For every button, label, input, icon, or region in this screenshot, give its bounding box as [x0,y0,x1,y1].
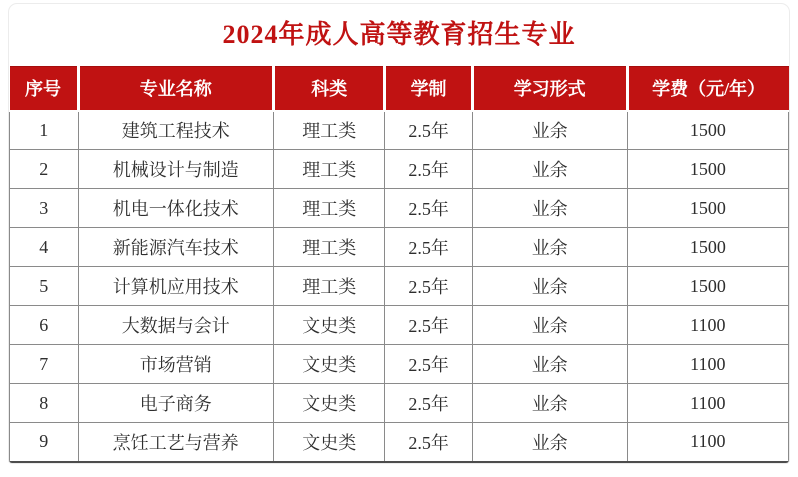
cell-index: 7 [10,345,79,384]
cell-study-mode: 业余 [472,111,627,150]
cell-major-name: 建筑工程技术 [78,111,274,150]
cell-tuition: 1100 [627,306,788,345]
cell-duration: 2.5年 [385,228,472,267]
cell-category: 理工类 [274,150,385,189]
cell-study-mode: 业余 [472,306,627,345]
col-header-duration: 学制 [385,67,472,111]
cell-category: 理工类 [274,228,385,267]
cell-study-mode: 业余 [472,267,627,306]
cell-duration: 2.5年 [385,423,472,462]
cell-category: 理工类 [274,189,385,228]
cell-tuition: 1500 [627,150,788,189]
col-header-category: 科类 [274,67,385,111]
cell-major-name: 新能源汽车技术 [78,228,274,267]
cell-study-mode: 业余 [472,189,627,228]
cell-duration: 2.5年 [385,384,472,423]
cell-tuition: 1100 [627,384,788,423]
table-row [10,150,789,189]
table-row [10,306,789,345]
table-row [10,189,789,228]
header-row [10,67,789,111]
col-header-mode: 学习形式 [472,67,627,111]
cell-study-mode: 业余 [472,150,627,189]
cell-duration: 2.5年 [385,189,472,228]
table-header [10,67,789,111]
cell-category: 理工类 [274,267,385,306]
cell-major-name: 电子商务 [78,384,274,423]
cell-tuition: 1500 [627,189,788,228]
cell-major-name: 大数据与会计 [78,306,274,345]
cell-index: 8 [10,384,79,423]
cell-category: 理工类 [274,111,385,150]
cell-major-name: 机械设计与制造 [78,150,274,189]
cell-study-mode: 业余 [472,345,627,384]
cell-tuition: 1100 [627,423,788,462]
cell-duration: 2.5年 [385,267,472,306]
enrollment-table [9,66,789,463]
cell-index: 4 [10,228,79,267]
table-row [10,345,789,384]
cell-major-name: 计算机应用技术 [78,267,274,306]
cell-major-name: 机电一体化技术 [78,189,274,228]
col-header-index: 序号 [10,67,79,111]
cell-duration: 2.5年 [385,111,472,150]
cell-category: 文史类 [274,423,385,462]
cell-category: 文史类 [274,345,385,384]
cell-category: 文史类 [274,306,385,345]
table-row [10,111,789,150]
cell-major-name: 市场营销 [78,345,274,384]
cell-tuition: 1500 [627,111,788,150]
enrollment-card [8,3,790,464]
col-header-tuition: 学费（元/年） [627,67,788,111]
cell-index: 3 [10,189,79,228]
cell-duration: 2.5年 [385,345,472,384]
cell-study-mode: 业余 [472,384,627,423]
cell-study-mode: 业余 [472,423,627,462]
table-row [10,267,789,306]
cell-tuition: 1500 [627,228,788,267]
table-row [10,384,789,423]
cell-index: 2 [10,150,79,189]
cell-duration: 2.5年 [385,306,472,345]
table-row [10,228,789,267]
cell-index: 1 [10,111,79,150]
cell-index: 9 [10,423,79,462]
cell-category: 文史类 [274,384,385,423]
cell-tuition: 1100 [627,345,788,384]
cell-major-name: 烹饪工艺与营养 [78,423,274,462]
page-title: 2024年成人高等教育招生专业 [222,20,576,49]
cell-index: 5 [10,267,79,306]
table-row [10,423,789,462]
cell-tuition: 1500 [627,267,788,306]
col-header-major: 专业名称 [78,67,274,111]
table-body [10,111,789,462]
cell-duration: 2.5年 [385,150,472,189]
cell-study-mode: 业余 [472,228,627,267]
cell-index: 6 [10,306,79,345]
